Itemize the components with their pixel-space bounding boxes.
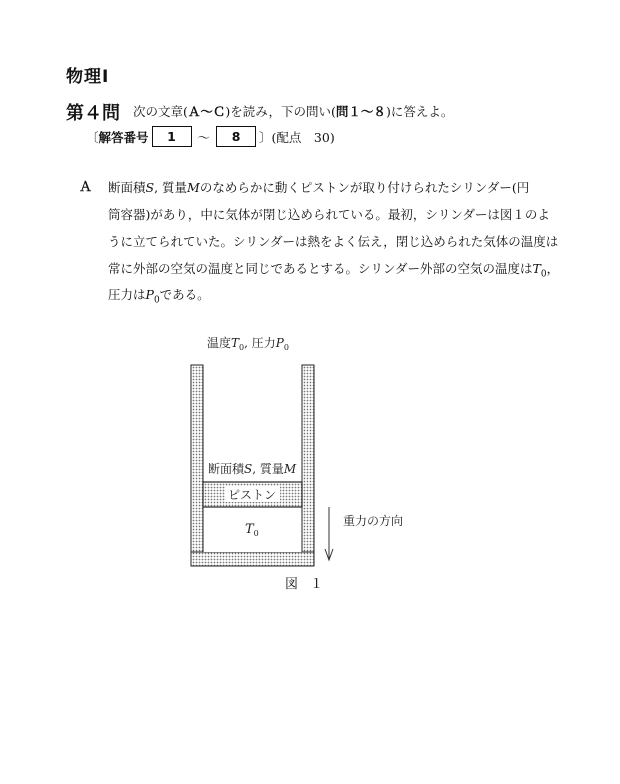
label-text: 温度 xyxy=(207,336,232,350)
label-text: , 圧力 xyxy=(244,336,276,350)
paragraph-line-2: 筒容器)があり，中に気体が閉じ込められている。最初，シリンダーは図１のよ xyxy=(108,207,550,222)
text: 圧力は xyxy=(108,287,146,302)
piston xyxy=(203,482,302,507)
intro-prefix: 次の文章( xyxy=(133,104,188,119)
answer-label: 解答番号 xyxy=(98,129,149,145)
figure-caption: 図１ xyxy=(285,577,336,592)
var-m: M xyxy=(187,180,200,195)
label-text: , 質量 xyxy=(252,462,284,476)
var-t: T xyxy=(532,261,541,276)
answer-box-start: 1 xyxy=(152,126,192,147)
var-m: M xyxy=(283,462,297,476)
intro-middle: )を読み，下の問い( xyxy=(225,104,336,119)
piston-label: ピストン xyxy=(227,488,277,502)
gravity-direction-label: 重力の方向 xyxy=(343,514,404,528)
text: のなめらかに動くピストンが取り付けられたシリンダー(円 xyxy=(199,180,530,195)
answer-bracket-open: 〔 xyxy=(86,129,99,145)
answer-box-end: 8 xyxy=(216,126,256,147)
top-condition-label xyxy=(207,335,289,352)
cylinder-right-wall xyxy=(302,365,314,566)
text: 常に外部の空気の温度と同じであるとする。シリンダー外部の空気の温度は xyxy=(108,261,533,276)
paragraph-line-3: うに立てられていた。シリンダーは熱をよく伝え，閉じ込められた気体の温度は xyxy=(108,234,559,249)
text: 断面積 xyxy=(108,180,146,195)
var-s: S xyxy=(244,462,253,476)
cylinder-left-wall xyxy=(191,365,203,566)
var-p: P xyxy=(145,287,154,302)
question-number: 第４問 xyxy=(66,103,120,124)
subscript: 0 xyxy=(153,295,160,306)
subscript: 0 xyxy=(239,343,245,352)
subscript: 0 xyxy=(253,529,259,538)
var-s: S xyxy=(145,180,155,195)
var-p: P xyxy=(275,336,284,350)
subject-title: 物理Ⅰ xyxy=(66,67,110,87)
intro-suffix: )に答えよ。 xyxy=(385,104,454,119)
answer-points: 〕(配点 30) xyxy=(259,129,335,145)
gravity-arrow xyxy=(325,507,333,560)
text: ， xyxy=(546,261,560,276)
part-a-label: Ａ xyxy=(79,180,93,195)
piston-spec-label xyxy=(208,461,297,476)
subscript: 0 xyxy=(283,343,289,352)
text: , 質量 xyxy=(154,180,188,195)
subscript: 0 xyxy=(540,269,547,280)
var-t: T xyxy=(231,336,240,350)
text: である。 xyxy=(159,287,210,302)
intro-range: Ａ～Ｃ xyxy=(187,104,226,119)
cylinder-bottom xyxy=(191,552,314,566)
var-t: T xyxy=(245,522,254,537)
answer-tilde: ～ xyxy=(197,129,211,145)
label-text: 断面積 xyxy=(208,462,245,476)
intro-questions: 問１～８ xyxy=(335,104,386,119)
